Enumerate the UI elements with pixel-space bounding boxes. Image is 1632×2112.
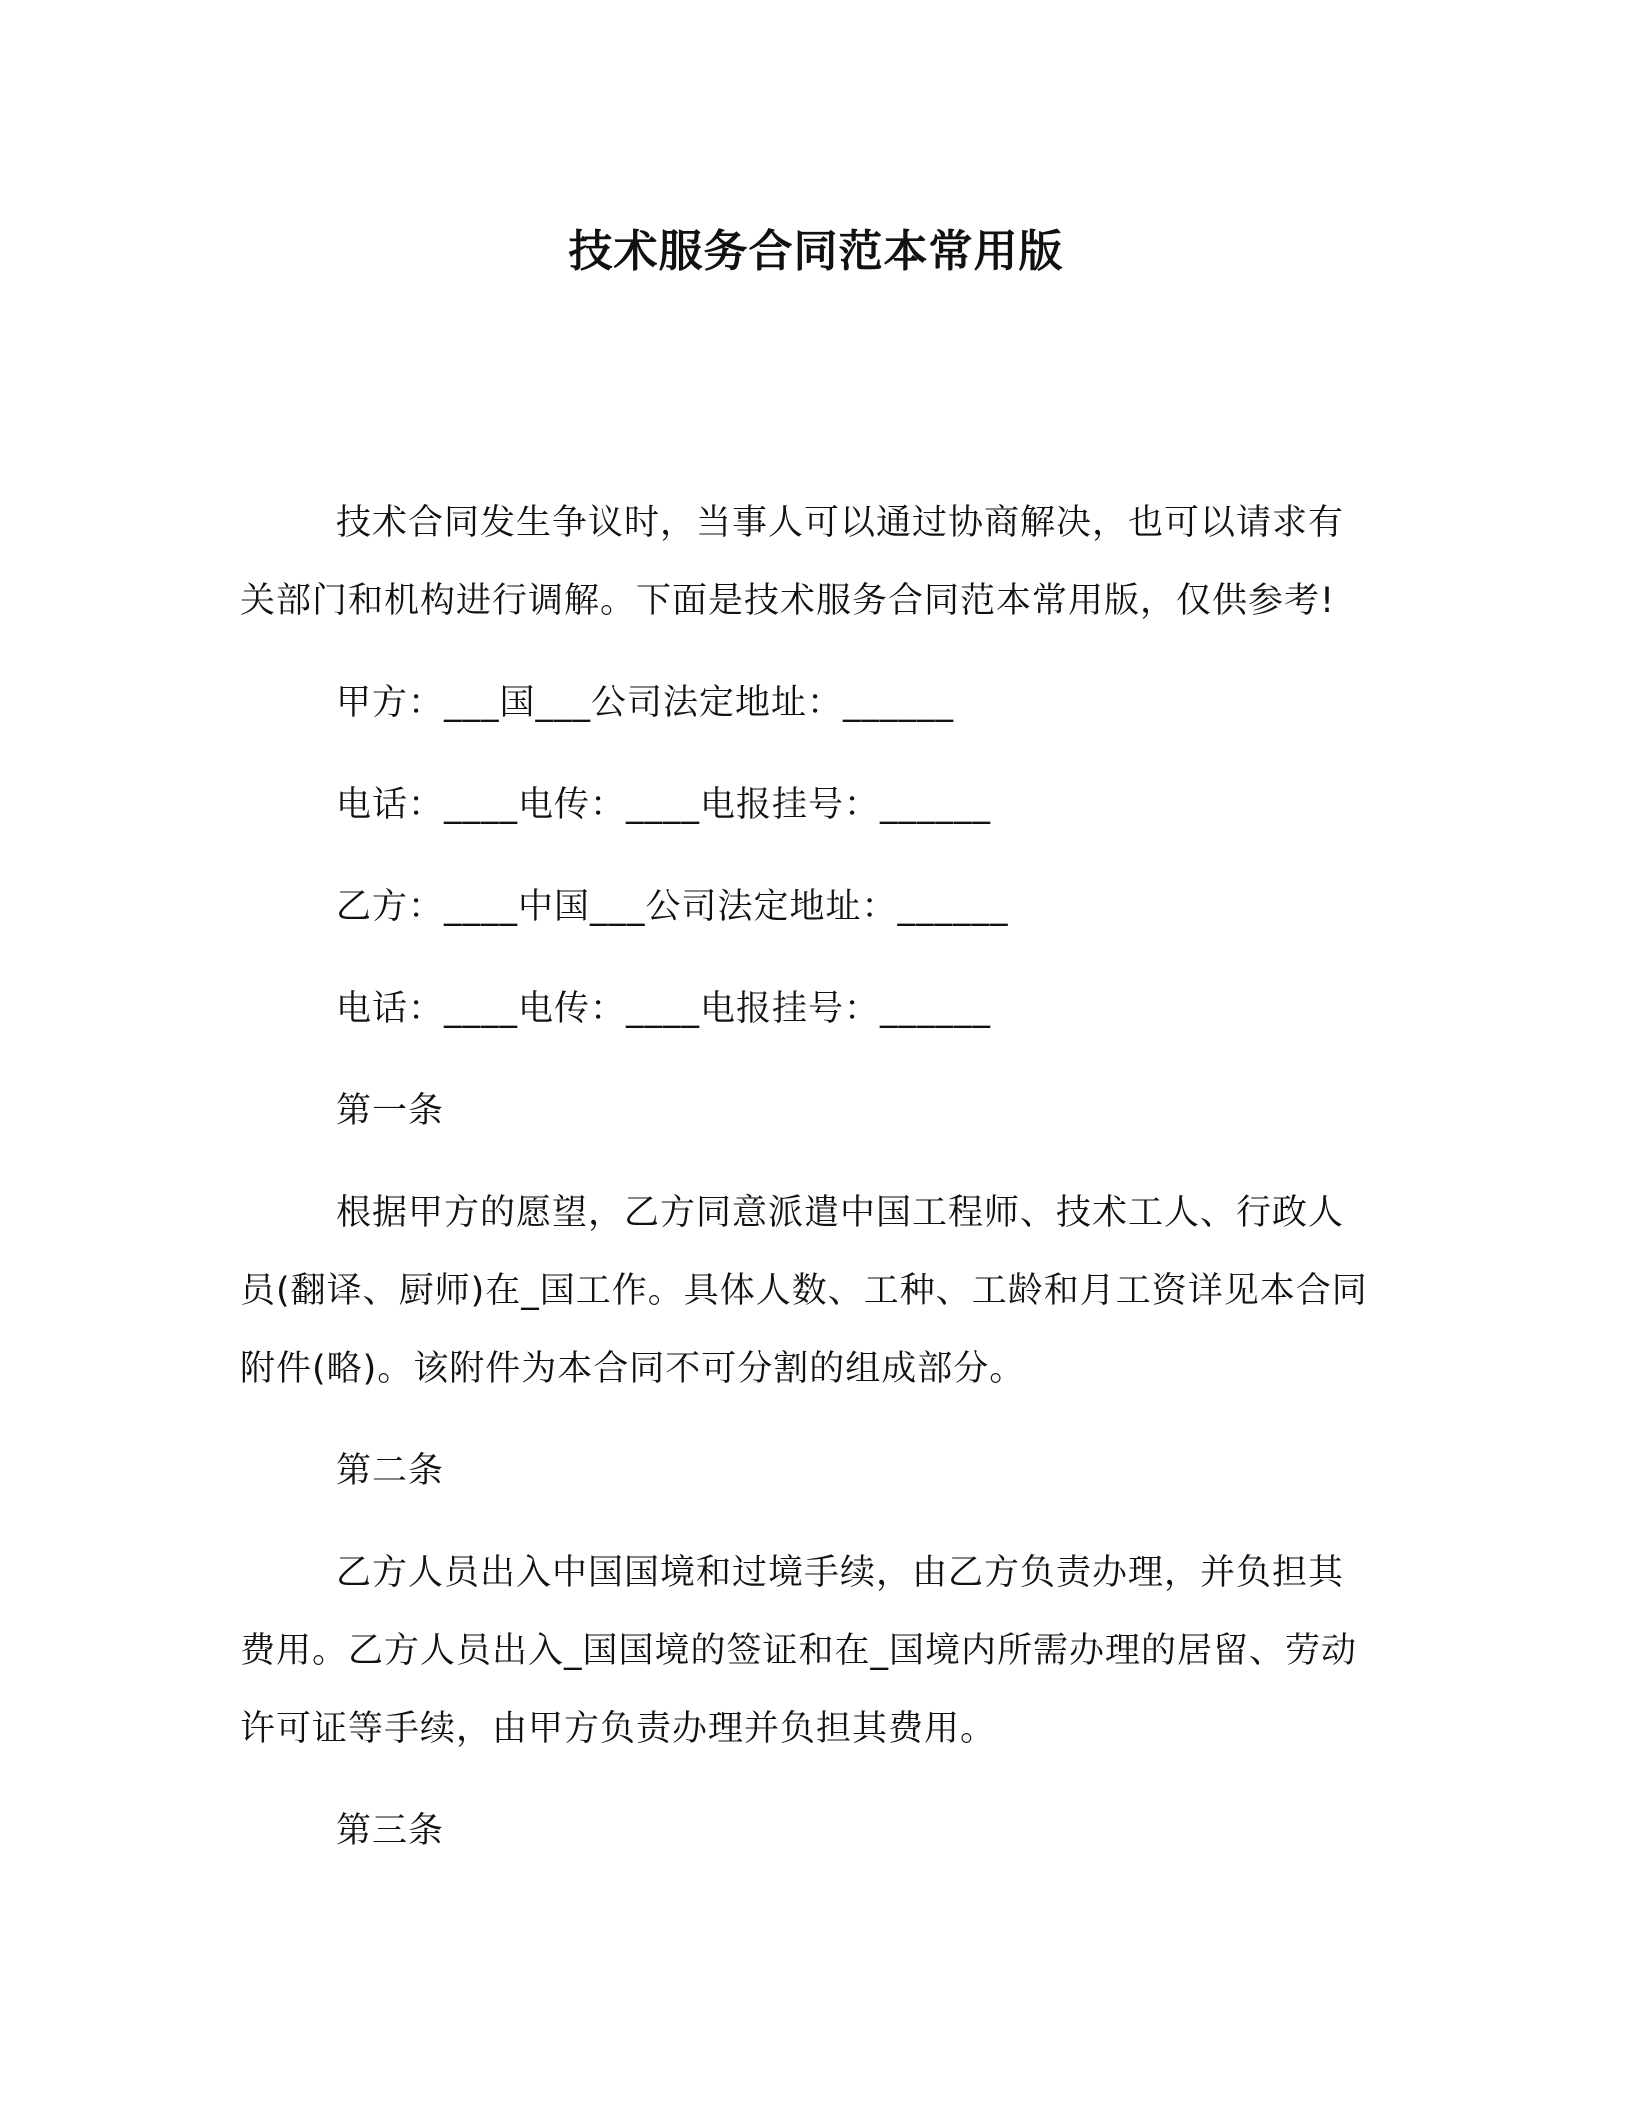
document-body (240, 484, 1370, 1870)
party-b-line: 乙方：____中国___公司法定地址：______ (336, 887, 1009, 927)
article-1-heading: 第一条 (336, 1091, 445, 1131)
document-title: 技术服务合同范本常用版 (568, 226, 1064, 277)
party-b-contact-line: 电话：____电传：____电报挂号：______ (336, 989, 992, 1029)
intro-paragraph: 技术合同发生争议时，当事人可以通过协商解决，也可以请求有关部门和机构进行调解。下面是技术服务合同范本常用版，仅供参考! (240, 503, 1345, 621)
party-a-line: 甲方：___国___公司法定地址：______ (336, 683, 955, 723)
party-a-contact-line: 电话：____电传：____电报挂号：______ (336, 785, 992, 825)
article-3-heading: 第三条 (336, 1811, 445, 1851)
article-2-text: 乙方人员出入中国国境和过境手续，由乙方负责办理，并负担其费用。乙方人员出入_国国境的签证和在_国境内所需办理的居留、劳动许可证等手续，由甲方负责办理并负担其费用。 (240, 1553, 1358, 1749)
article-1-text: 根据甲方的愿望，乙方同意派遣中国工程师、技术工人、行政人员(翻译、厨师)在_国工作。具体人数、工种、工龄和月工资详见本合同附件(略)。该附件为本合同不可分割的组成部分。 (240, 1193, 1368, 1389)
article-2-heading: 第二条 (336, 1451, 445, 1491)
